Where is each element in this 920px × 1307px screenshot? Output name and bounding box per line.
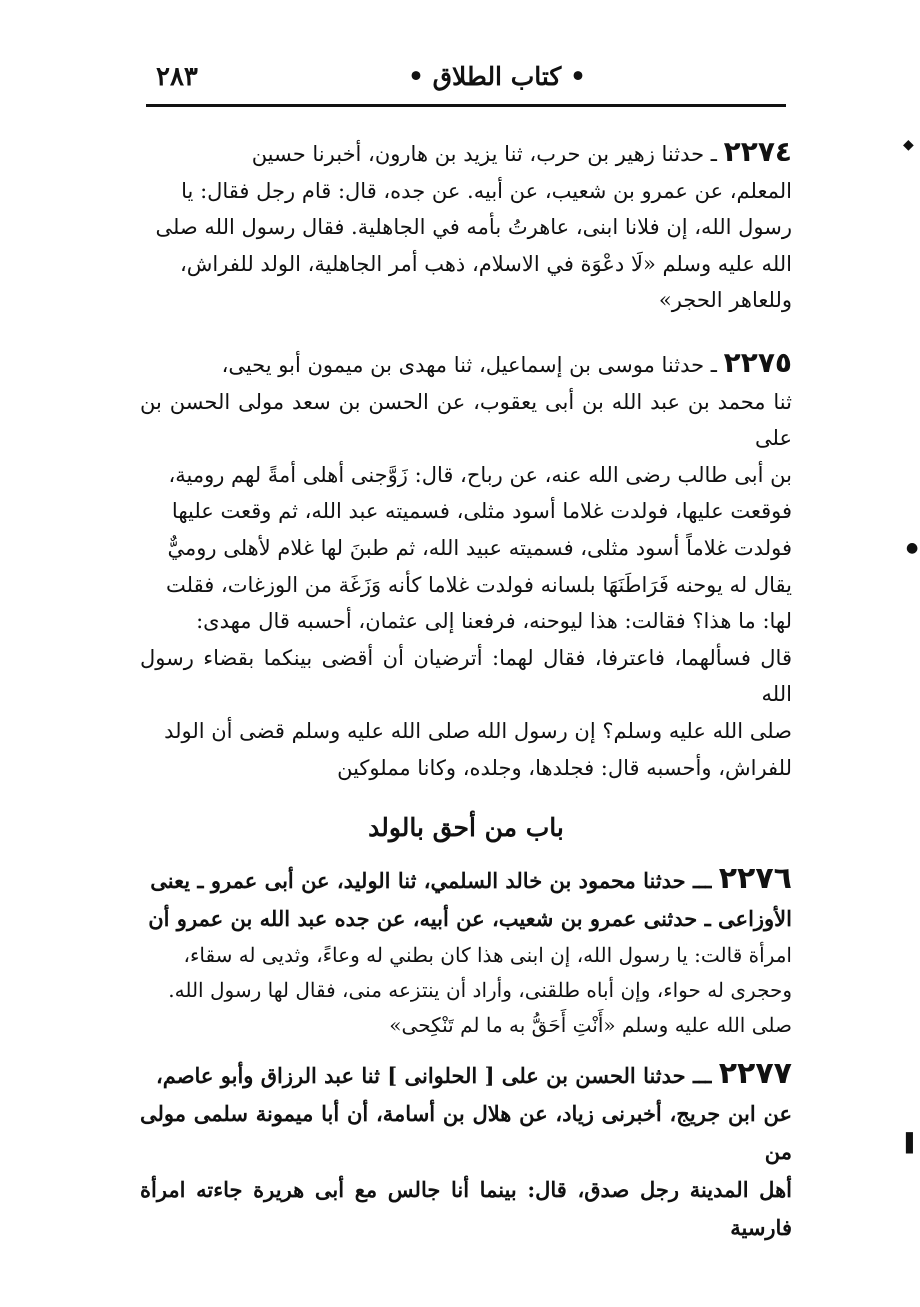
margin-mark-icon: ▌ <box>906 1133 920 1154</box>
margin-mark-icon: ● <box>906 540 919 556</box>
text-line: الله عليه وسلم «لَا دعْوَة في الاسلام، ذهب أمر الجاهلية، الولد للفراش، <box>179 251 792 276</box>
text-line: صلى الله عليه وسلم؟ إن رسول الله صلى الله عليه وسلم قضى أن الولد <box>164 718 792 743</box>
margin-mark-icon: ◆ <box>903 137 914 153</box>
text-line: لها: ما هذا؟ فقالت: هذا ليوحنه، فرفعنا إلى عثمان، أحسبه قال مهدى: <box>196 609 792 634</box>
hadith-2275 <box>140 345 792 786</box>
text-line: ٢٢٧٥ ـ حدثنا موسى بن إسماعيل، ثنا مهدى بن ميمون أبو يحيى، <box>221 345 792 379</box>
text-line: فوقعت عليها، فولدت غلاما أسود مثلى، فسميته عبد الله، ثم وقعت عليها <box>171 499 792 524</box>
book-title: • كتاب الطلاق • <box>407 62 586 91</box>
text-line: ٢٢٧٧ ـــ حدثنا الحسن بن على [ الحلوانى ] ثنا عبد الرزاق وأبو عاصم، <box>155 1056 792 1092</box>
hadith-2276-isnad <box>140 860 792 938</box>
hadith-number: ٢٢٧٥ <box>723 345 792 379</box>
hadith-2276-matn <box>140 938 792 1043</box>
hadith-number: ٢٢٧٧ <box>718 1056 792 1092</box>
page-number: ٢٨٣ <box>156 62 198 92</box>
text-line: المعلم، عن عمرو بن شعيب، عن أبيه. عن جده، قال: قام رجل فقال: يا <box>181 178 792 203</box>
hadith-2274 <box>140 134 792 319</box>
text-line: أهل المدينة رجل صدق، قال: بينما أنا جالس مع أبى هريرة جاءته امرأة فارسية <box>140 1177 792 1241</box>
text-line: رسول الله، إن فلانا ابنى، عاهرتُ بأمه في الجاهلية. فقال رسول الله صلى <box>155 215 792 240</box>
hadith-number: ٢٢٧٤ <box>723 135 792 168</box>
text-line: ثنا محمد بن عبد الله بن أبى يعقوب، عن الحسن بن سعد مولى الحسن بن على <box>140 389 792 451</box>
text-line: للفراش، وأحسبه قال: فجلدها، وجلده، وكانا مملوكين <box>337 755 792 780</box>
page-header <box>148 60 786 100</box>
text-line: قال فسألهما، فاعترفا، فقال لهما: أترضيان أن أقضى بينكما بقضاء رسول الله <box>140 645 792 707</box>
header-rule <box>146 104 786 107</box>
text-line: فولدت غلاماً أسود مثلى، فسميته عبيد الله، ثم طبنَ لها غلام لأهلى روميٌّ <box>167 535 792 560</box>
text-line: صلى الله عليه وسلم «أَنْتِ أَحَقُّ به ما لم تَنْكِحى» <box>389 1013 792 1038</box>
text-line: ٢٢٧٤ ـ حدثنا زهير بن حرب، ثنا يزيد بن هارون، أخبرنا حسين <box>251 135 792 168</box>
text-line: وللعاهر الحجر» <box>658 288 792 313</box>
text-line: عن ابن جريج، أخبرنى زياد، عن هلال بن أسامة، أن أبا ميمونة سلمى مولى من <box>140 1101 792 1165</box>
hadith-number: ٢٢٧٦ <box>718 861 792 897</box>
text-line: ٢٢٧٦ ـــ حدثنا محمود بن خالد السلمي، ثنا الوليد، عن أبى عمرو ـ يعنى <box>150 861 792 897</box>
text-line: يقال له يوحنه فَرَاطَنَهَا بلسانه فولدت غلاما كأنه وَزَغَة من الوزغات، فقلت <box>166 572 792 597</box>
text-line: بن أبى طالب رضى الله عنه، عن رباح، قال: زَوَّجنى أهلى أمةً لهم رومية، <box>168 462 792 487</box>
hadith-2277 <box>140 1055 792 1247</box>
page-body <box>140 134 792 1247</box>
text-line: وحجرى له حواء، وإن أباه طلقنى، وأراد أن ينتزعه منى، فقال لها رسول الله. <box>168 978 792 1003</box>
text-line: امرأة قالت: يا رسول الله، إن ابنى هذا كان بطني له وعاءً، وثديى له سقاء، <box>183 943 792 968</box>
text-line: الأوزاعى ـ حدثنى عمرو بن شعيب، عن أبيه، عن جده عبد الله بن عمرو أن <box>148 906 792 932</box>
chapter-heading: باب من أحق بالولد <box>368 813 564 843</box>
